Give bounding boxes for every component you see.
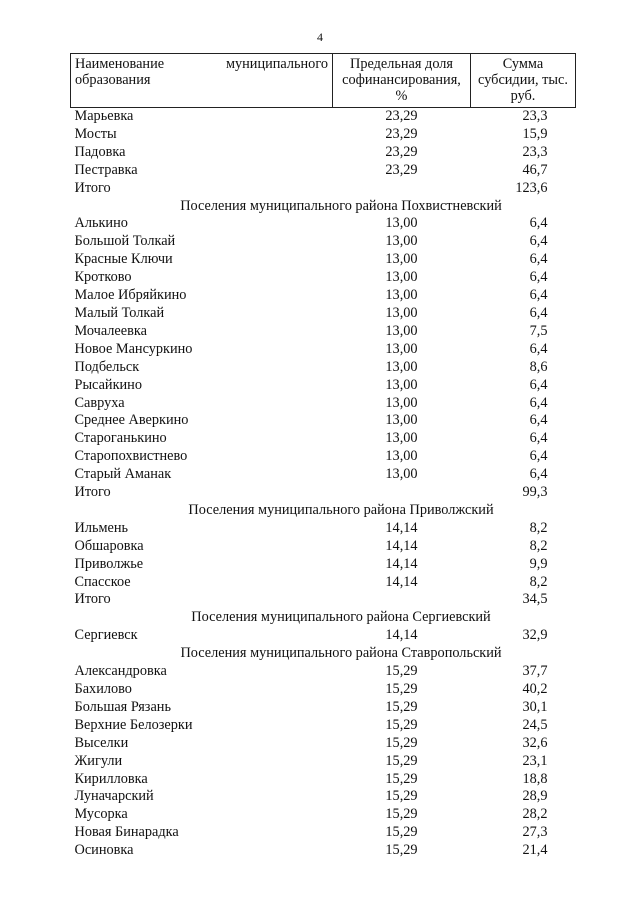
cofinancing-share: 13,00 [385,394,418,411]
section-heading-row [71,198,576,216]
header-row [71,54,576,108]
municipality-name: Осиновка [74,842,134,859]
total-label: Итого [74,484,111,501]
cofinancing-share: 15,29 [385,770,418,787]
table-row [71,520,576,538]
table-row [71,717,576,735]
table-row [71,144,576,162]
municipality-name: Малое Ибряйкино [74,287,187,304]
subsidy-amount: 7,5 [529,322,548,339]
cofinancing-share: 15,29 [385,788,418,805]
header-subsidy-amount: Сумма субсидии, тыс. руб. [471,54,576,108]
subsidy-amount: 30,1 [522,698,548,715]
section-heading: Поселения муниципального района Сергиевский [191,609,491,626]
subsidy-amount: 6,4 [529,412,548,429]
subsidy-amount: 23,3 [522,108,548,124]
table-row [71,663,576,681]
table-row [71,627,576,645]
table-row [71,574,576,592]
table-row [71,842,576,860]
cofinancing-share: 13,00 [385,233,418,250]
subsidy-amount: 18,8 [522,770,548,787]
table-row [71,215,576,233]
table-header [71,54,576,108]
municipality-name: Старопохвистнево [74,448,188,465]
section-heading-row [71,609,576,627]
cofinancing-share: 13,00 [385,376,418,393]
municipality-name: Алькино [74,215,128,232]
subsidy-amount: 28,2 [522,806,548,823]
cofinancing-share: 13,00 [385,251,418,268]
table-row [71,341,576,359]
municipality-name: Новое Мансуркино [74,340,193,357]
cofinancing-share: 13,00 [385,430,418,447]
subsidy-amount: 6,4 [529,340,548,357]
header-cofinancing-share: Предельная доля софинансирования, % [333,54,471,108]
municipality-name: Мочалеевка [74,322,147,339]
cofinancing-share: 14,14 [385,537,418,554]
municipality-name: Сергиевск [74,627,138,644]
cofinancing-share: 14,14 [385,555,418,572]
municipality-name: Верхние Белозерки [74,716,193,733]
total-row [71,484,576,502]
total-row [71,591,576,609]
subsidy-amount: 28,9 [522,788,548,805]
subsidy-amount: 37,7 [522,663,548,680]
table-row [71,162,576,180]
cofinancing-share: 15,29 [385,681,418,697]
municipality-name: Красные Ключи [74,251,173,268]
table-row [71,305,576,323]
municipality-name: Новая Бинарадка [74,824,179,841]
subsidy-amount: 34,5 [522,591,548,608]
cofinancing-share: 13,00 [385,448,418,465]
section-heading: Поселения муниципального района Приволжский [188,501,494,518]
municipality-name: Среднее Аверкино [74,412,189,429]
subsidy-amount: 6,4 [529,233,548,250]
cofinancing-share [333,591,471,609]
cofinancing-share: 14,14 [385,573,418,590]
municipality-name: Рысайкино [74,376,142,393]
subsidy-amount: 15,9 [522,125,548,142]
table-row [71,377,576,395]
table-row [71,806,576,824]
table-row [71,753,576,771]
cofinancing-share: 15,29 [385,663,418,680]
table-body [71,108,576,861]
municipality-name: Подбельск [74,358,140,375]
municipality-name: Большой Толкай [74,233,176,250]
municipality-name: Старый Аманак [74,466,172,483]
municipality-name: Выселки [74,734,129,751]
municipality-name: Спасское [74,573,131,590]
cofinancing-share: 15,29 [385,824,418,841]
subsidy-amount: 123,6 [515,179,548,196]
subsidy-amount: 8,2 [529,537,548,554]
municipality-name: Падовка [74,143,126,160]
subsidy-amount: 6,4 [529,394,548,411]
cofinancing-share: 13,00 [385,358,418,375]
municipality-name: Малый Толкай [74,304,165,321]
municipality-name: Мусорка [74,806,128,823]
cofinancing-share [333,180,471,198]
cofinancing-share: 13,00 [385,412,418,429]
table-row [71,824,576,842]
subsidy-amount: 6,4 [529,376,548,393]
table-row [71,771,576,789]
cofinancing-share: 15,29 [385,806,418,823]
table-row [71,287,576,305]
cofinancing-share: 23,29 [385,161,418,178]
cofinancing-share: 15,29 [385,842,418,859]
subsidy-table [70,53,576,860]
table-row [71,448,576,466]
subsidy-table-container [70,53,575,860]
table-row [71,466,576,484]
table-row [71,412,576,430]
table-row [71,430,576,448]
cofinancing-share: 13,00 [385,322,418,339]
table-row [71,681,576,699]
cofinancing-share: 23,29 [385,143,418,160]
municipality-name: Кирилловка [74,770,148,787]
table-row [71,233,576,251]
table-row [71,251,576,269]
subsidy-amount: 6,4 [529,304,548,321]
municipality-name: Луначарский [74,788,154,805]
municipality-name: Обшаровка [74,537,144,554]
cofinancing-share: 15,29 [385,698,418,715]
subsidy-amount: 8,2 [529,519,548,536]
subsidy-amount: 8,6 [529,358,548,375]
section-heading: Поселения муниципального района Ставропольский [180,645,502,662]
table-row [71,735,576,753]
table-row [71,359,576,377]
municipality-name: Марьевка [74,108,134,124]
table-row [71,788,576,806]
subsidy-amount: 21,4 [522,842,548,859]
cofinancing-share: 15,29 [385,716,418,733]
subsidy-amount: 6,4 [529,269,548,286]
table-row [71,538,576,556]
cofinancing-share [333,484,471,502]
subsidy-amount: 6,4 [529,215,548,232]
section-heading-row [71,645,576,663]
subsidy-amount: 6,4 [529,430,548,447]
table-row [71,323,576,341]
subsidy-amount: 32,9 [522,627,548,644]
header-municipality: Наименование муниципального образования [71,54,333,108]
municipality-name: Бахилово [74,681,132,697]
subsidy-amount: 40,2 [522,681,548,697]
subsidy-amount: 6,4 [529,448,548,465]
table-row [71,699,576,717]
municipality-name: Жигули [74,752,123,769]
cofinancing-share: 13,00 [385,287,418,304]
subsidy-amount: 8,2 [529,573,548,590]
table-row [71,108,576,126]
cofinancing-share: 14,14 [385,627,418,644]
subsidy-amount: 32,6 [522,734,548,751]
municipality-name: Староганькино [74,430,167,447]
municipality-name: Мосты [74,125,117,142]
municipality-name: Кротково [74,269,132,286]
cofinancing-share: 13,00 [385,215,418,232]
subsidy-amount: 6,4 [529,251,548,268]
table-row [71,269,576,287]
municipality-name: Приволжье [74,555,144,572]
cofinancing-share: 13,00 [385,269,418,286]
subsidy-amount: 27,3 [522,824,548,841]
table-row [71,556,576,574]
subsidy-amount: 23,1 [522,752,548,769]
subsidy-amount: 9,9 [529,555,548,572]
subsidy-amount: 6,4 [529,466,548,483]
municipality-name: Пестравка [74,161,138,178]
cofinancing-share: 13,00 [385,466,418,483]
total-label: Итого [74,591,111,608]
section-heading: Поселения муниципального района Похвистневский [180,197,502,214]
cofinancing-share: 23,29 [385,108,418,124]
cofinancing-share: 15,29 [385,752,418,769]
municipality-name: Александровка [74,663,167,680]
subsidy-amount: 23,3 [522,143,548,160]
subsidy-amount: 99,3 [522,484,548,501]
cofinancing-share: 23,29 [385,125,418,142]
subsidy-amount: 6,4 [529,287,548,304]
cofinancing-share: 13,00 [385,340,418,357]
municipality-name: Ильмень [74,519,129,536]
subsidy-amount: 24,5 [522,716,548,733]
total-label: Итого [74,179,111,196]
municipality-name: Савруха [74,394,125,411]
cofinancing-share: 13,00 [385,304,418,321]
total-row [71,180,576,198]
subsidy-amount: 46,7 [522,161,548,178]
cofinancing-share: 15,29 [385,734,418,751]
page-number: 4 [317,30,323,44]
table-row [71,126,576,144]
section-heading-row [71,502,576,520]
cofinancing-share: 14,14 [385,519,418,536]
table-row [71,395,576,413]
municipality-name: Большая Рязань [74,698,171,715]
